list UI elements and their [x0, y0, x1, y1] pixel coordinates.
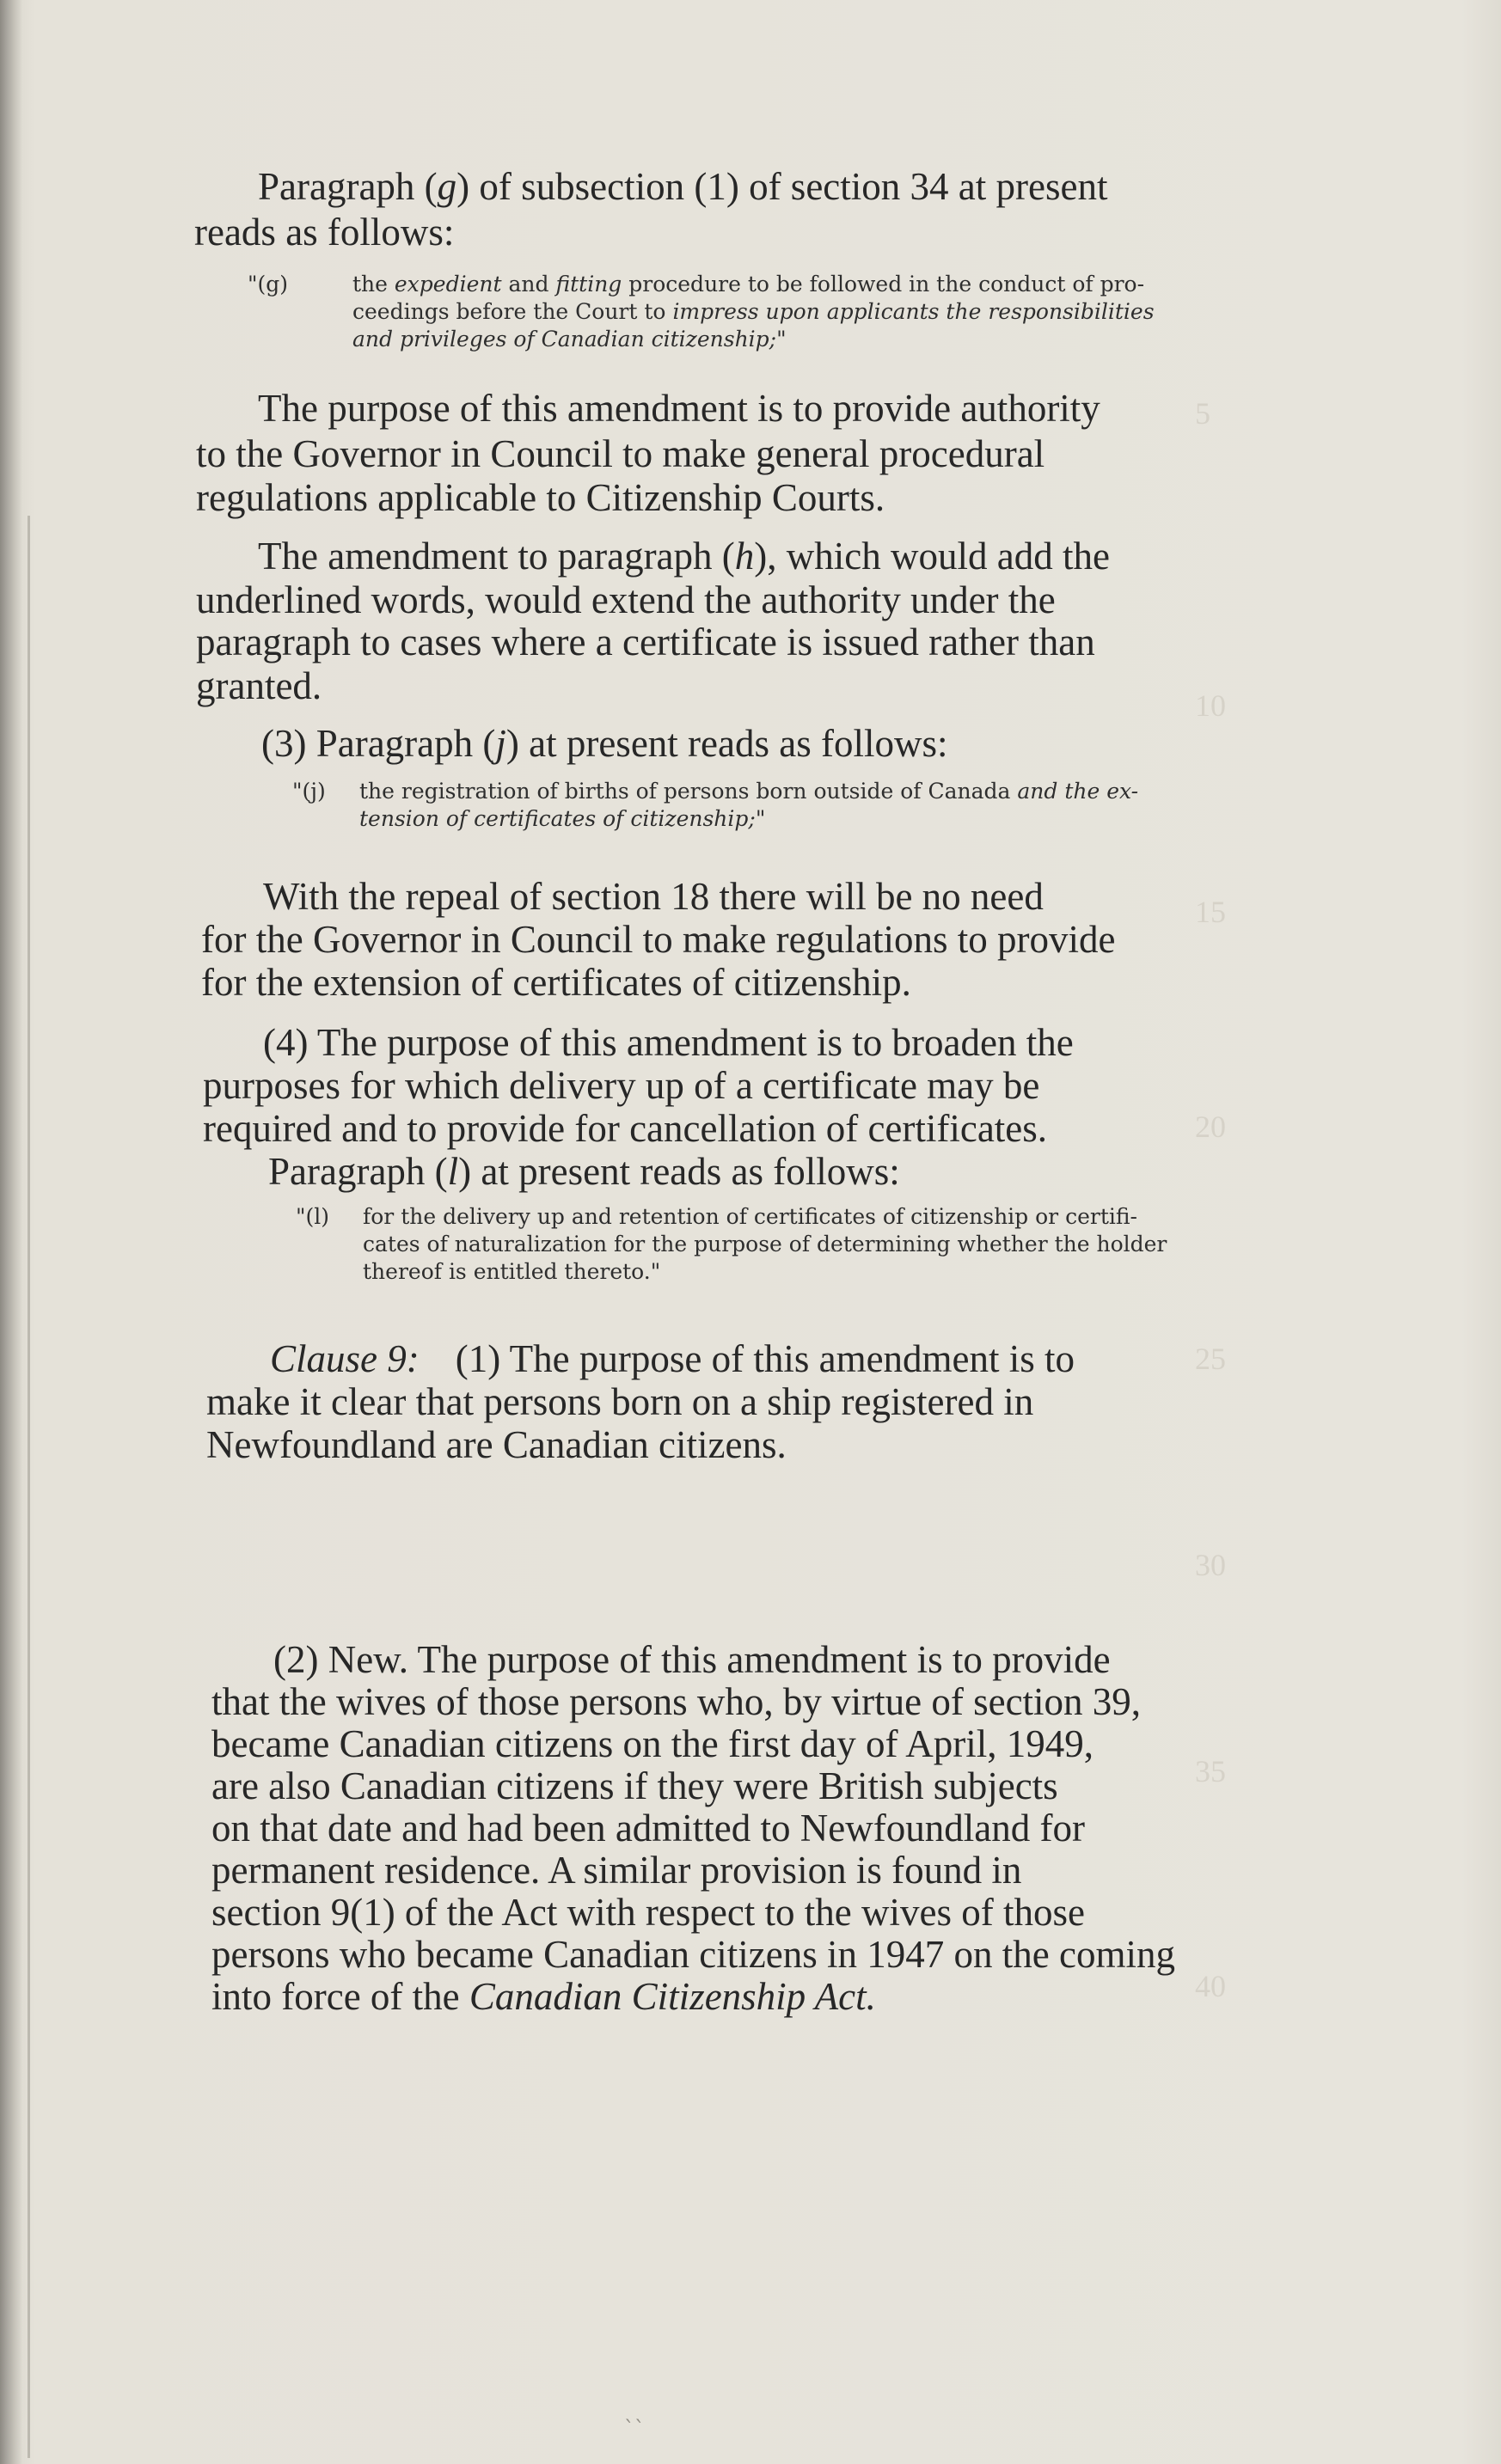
clause-9-label: Clause 9:	[270, 1337, 420, 1380]
para-h-line-2: underlined words, would extend the authority under the	[196, 578, 1056, 621]
repeal-line-3: for the extension of certificates of citizenship.	[201, 961, 911, 1004]
para-4-line-3: required and to provide for cancellation of certificates.	[203, 1107, 1048, 1150]
bleed-through-number: 15	[1195, 895, 1226, 929]
clause-9-line-3: Newfoundland are Canadian citizens.	[206, 1423, 787, 1466]
para-4-line-1: (4) The purpose of this amendment is to broaden the	[263, 1021, 1074, 1064]
quote-g-line-2: ceedings before the Court to impress upon applicants the responsibilities	[352, 299, 1155, 324]
para-new-line-1: (2) New. The purpose of this amendment is to provide	[273, 1638, 1111, 1681]
quote-j-line-1: the registration of births of persons born outside of Canada and the ex-	[359, 779, 1139, 804]
repeal-line-2: for the Governor in Council to make regulations to provide	[201, 918, 1116, 961]
purpose-g-line-1: The purpose of this amendment is to provide authority	[258, 387, 1100, 430]
para-new-line-4: are also Canadian citizens if they were British subjects	[211, 1764, 1058, 1807]
para-new-line-6: permanent residence. A similar provision is found in	[211, 1849, 1022, 1892]
quote-l	[296, 1203, 1293, 1289]
quote-g-line-3: and privileges of Canadian citizenship;"	[352, 327, 787, 352]
para-new-line-3: became Canadian citizens on the first day of April, 1949,	[211, 1722, 1094, 1765]
bleed-through-number: 40	[1195, 1969, 1226, 2003]
quote-g	[248, 271, 1279, 365]
quote-l-lead: "(l)	[296, 1204, 330, 1229]
clause-9-line-1: Clause 9: (1) The purpose of this amendment is to	[270, 1337, 1075, 1380]
purpose-g-line-2: to the Governor in Council to make general procedural	[196, 432, 1045, 475]
bleed-through-number: 25	[1195, 1342, 1226, 1376]
quote-g-line-1: the expedient and fitting procedure to be followed in the conduct of pro-	[352, 272, 1145, 297]
scan-mark: ``	[624, 2417, 645, 2441]
para-3: (3) Paragraph (j) at present reads as follows:	[261, 722, 948, 765]
intro-line-1: Paragraph (g) of subsection (1) of section 34 at present	[258, 165, 1108, 208]
quote-j-line-2: tension of certificates of citizenship;"	[359, 806, 766, 831]
binding-shadow	[0, 0, 22, 2464]
bleed-through-number: 30	[1195, 1548, 1226, 1582]
bleed-through-number: 10	[1195, 688, 1226, 723]
para-l-intro: Paragraph (l) at present reads as follows:	[268, 1150, 900, 1193]
para-4-line-2: purposes for which delivery up of a certificate may be	[203, 1064, 1040, 1107]
binding-edge	[28, 516, 30, 2458]
bleed-through-number: 20	[1195, 1110, 1226, 1144]
para-h-line-3: paragraph to cases where a certificate is issued rather than	[196, 621, 1095, 663]
bleed-through-number: 35	[1195, 1754, 1226, 1788]
quote-j-lead: "(j)	[292, 779, 326, 804]
para-new-line-2: that the wives of those persons who, by virtue of section 39,	[211, 1680, 1142, 1723]
quote-l-line-3: thereof is entitled thereto."	[363, 1259, 661, 1284]
para-new-line-7: section 9(1) of the Act with respect to the wives of those	[211, 1891, 1085, 1934]
intro-line-2: reads as follows:	[194, 211, 455, 254]
para-new-line-9: into force of the Canadian Citizenship Act.	[211, 1975, 876, 2018]
para-new-line-8: persons who became Canadian citizens in 1947 on the coming	[211, 1933, 1175, 1976]
quote-l-line-1: for the delivery up and retention of certificates of citizenship or certifi-	[363, 1204, 1137, 1229]
bleed-through-number: 5	[1195, 396, 1210, 431]
para-h-line-1: The amendment to paragraph (h), which would add the	[258, 535, 1110, 578]
para-h-line-4: granted.	[196, 664, 322, 707]
repeal-line-1: With the repeal of section 18 there will be no need	[263, 875, 1044, 918]
quote-g-lead: "(g)	[248, 272, 289, 297]
quote-j	[292, 778, 1290, 838]
quote-l-line-2: cates of naturalization for the purpose of determining whether the holder	[363, 1232, 1167, 1256]
para-new-line-5: on that date and had been admitted to Newfoundland for	[211, 1807, 1085, 1850]
clause-9-line-2: make it clear that persons born on a ship registered in	[206, 1380, 1034, 1423]
purpose-g-line-3: regulations applicable to Citizenship Courts.	[196, 476, 885, 519]
